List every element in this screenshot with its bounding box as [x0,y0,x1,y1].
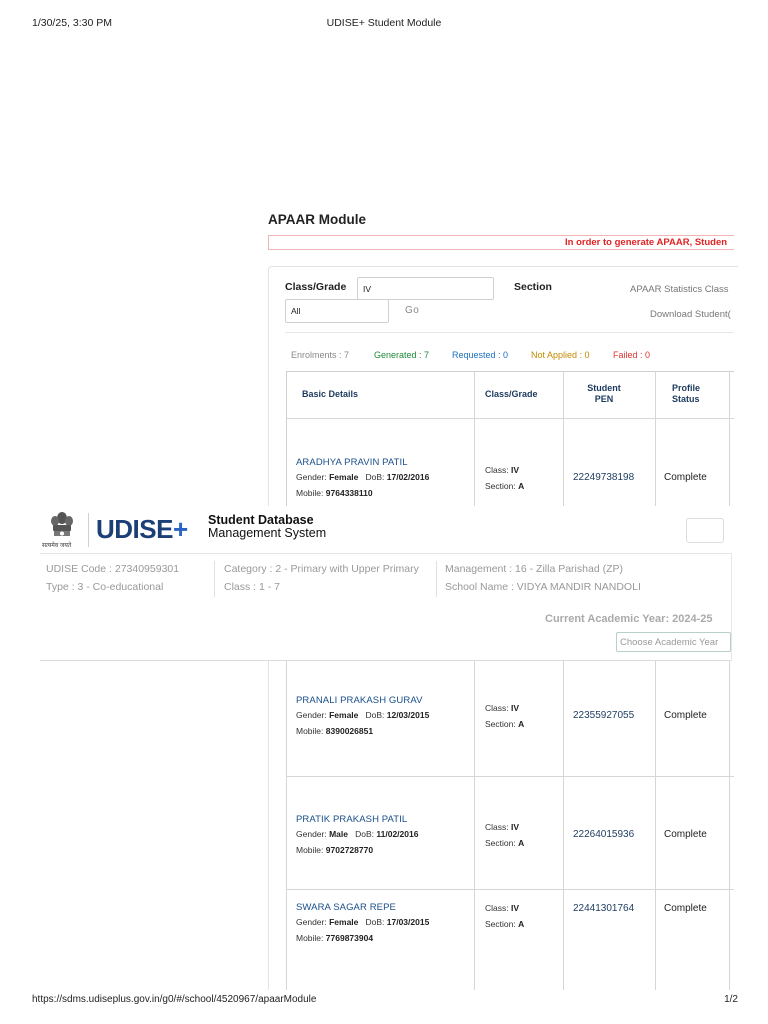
system-title-line2: Management System [208,526,327,540]
table-border-left [286,661,287,990]
emblem-caption: सत्यमेव जयते [42,543,72,549]
gender-label: Gender: [296,472,327,482]
mobile-value: 9702728770 [325,844,374,855]
enrolments-count[interactable]: Enrolments : 7 [291,350,350,360]
section-select[interactable]: All [285,299,389,323]
mobile-label: Mobile: [296,487,324,498]
module-title: APAAR Module [268,212,366,227]
go-button[interactable]: Go [405,305,420,316]
dob-label: DoB: [365,472,385,482]
class-label: Class: [485,465,509,475]
profile-status: Complete [664,829,707,840]
failed-count[interactable]: Failed : 0 [613,350,651,360]
class-value: IV [511,465,520,475]
gender-value: Male [329,829,348,839]
table-col-divider [563,371,564,511]
student-pen: 22355927055 [573,710,635,721]
logo-divider [88,513,89,547]
mobile-value: 7769873904 [325,932,374,943]
student-pen: 22264015936 [573,829,635,840]
school-type: Type : 3 - Co-educational [46,581,164,593]
dob-value: 11/02/2016 [376,829,419,839]
header-basic-details: Basic Details [302,389,359,399]
class-grade-label: Class/Grade [285,281,347,293]
class-section-info [485,701,524,732]
header-student-pen [568,383,640,405]
profile-status: Complete [664,903,707,914]
header-pen-line1: Student [587,383,621,393]
section-label: Section [514,281,552,293]
print-header [32,17,736,31]
student-details [296,827,418,858]
mobile-label: Mobile: [296,844,324,855]
table-border-left [286,371,287,511]
mobile-value: 8390026851 [325,725,374,736]
table-col-divider [655,371,656,511]
print-page-title: UDISE+ Student Module [326,17,442,29]
choose-academic-year-button[interactable]: Choose Academic Year [616,632,731,652]
download-student-link[interactable]: Download Student( [650,309,731,320]
header-profile-line1: Profile [672,383,701,393]
class-section-info [485,463,524,494]
class-label: Class: [485,703,509,713]
student-details [296,915,429,946]
current-academic-year: Current Academic Year: 2024-25 [545,613,713,625]
table-col-divider [729,661,730,990]
student-pen: 22249738198 [573,472,635,483]
table-col-divider [563,661,564,990]
requested-count[interactable]: Requested : 0 [452,350,509,360]
logo-plus-text: + [172,514,188,544]
apaar-statistics-link[interactable]: APAAR Statistics Class [630,284,729,295]
dob-label: DoB: [365,917,385,927]
logo-main-text: UDISE [96,514,173,544]
student-name-link[interactable]: PRANALI PRAKASH GURAV [296,695,423,706]
dob-value: 17/02/2016 [386,472,430,482]
school-class-range: Class : 1 - 7 [224,581,281,593]
gender-label: Gender: [296,917,327,927]
udise-code: UDISE Code : 27340959301 [46,563,180,575]
apaar-notice-banner [268,235,734,250]
school-name: School Name : VIDYA MANDIR NANDOLI [445,581,641,593]
school-management: Management : 16 - Zilla Parishad (ZP) [445,563,623,575]
dob-value: 12/03/2015 [386,710,430,720]
class-value: IV [511,703,520,713]
profile-status: Complete [664,472,707,483]
student-name-link[interactable]: PRATIK PRAKASH PATIL [296,814,408,825]
section-label-cell: Section: [485,918,516,929]
student-details [296,470,429,501]
table-col-divider [729,371,730,511]
mobile-label: Mobile: [296,932,324,943]
print-timestamp: 1/30/25, 3:30 PM [32,17,112,29]
udise-plus-logo[interactable] [96,514,188,545]
header-pen-line2: PEN [594,394,614,404]
table-col-divider [474,371,475,511]
table-row-divider [286,889,734,890]
school-panel-border [731,554,732,661]
section-value: A [518,718,525,729]
table-header-divider [286,418,734,419]
gender-label: Gender: [296,710,327,720]
school-info-divider [436,561,437,597]
notice-text: In order to generate APAAR, Studen [565,237,728,248]
system-title-line1: Student Database [208,513,314,527]
school-info-divider [214,561,215,597]
table-row-divider [286,776,734,777]
filter-divider [285,332,734,333]
header-profile-line2: Status [672,394,700,404]
student-name-link[interactable]: ARADHYA PRAVIN PATIL [296,457,408,468]
generated-count[interactable]: Generated : 7 [374,350,430,360]
gender-value: Female [329,710,359,720]
student-details [296,708,429,739]
gender-label: Gender: [296,829,327,839]
table-col-divider [474,661,475,990]
dob-value: 17/03/2015 [386,917,430,927]
section-label-cell: Section: [485,837,516,848]
mobile-value: 9764338110 [325,487,373,498]
section-label-cell: Section: [485,480,516,491]
class-value: IV [511,822,520,832]
profile-status: Complete [664,710,707,721]
gender-value: Female [329,917,359,927]
section-value: A [518,837,525,848]
not-applied-count[interactable]: Not Applied : 0 [531,350,590,360]
print-url: https://sdms.udiseplus.gov.in/g0/#/school/4520967/apaarModule [32,994,317,1005]
student-pen: 22441301764 [573,903,635,914]
section-value: A [518,480,525,491]
table-col-divider [655,661,656,990]
print-page-number: 1/2 [724,994,738,1005]
header-profile-status [672,383,700,405]
section-label-cell: Section: [485,718,516,729]
menu-toggle-button[interactable] [686,518,724,543]
class-section-info [485,820,524,851]
class-grade-input[interactable]: IV [357,277,494,300]
school-category: Category : 2 - Primary with Upper Primary [224,563,419,575]
dob-label: DoB: [365,710,385,720]
class-section-info [485,901,524,932]
section-value: A [518,918,525,929]
header-class-grade: Class/Grade [485,389,538,399]
table-border-top [286,371,734,372]
class-label: Class: [485,903,509,913]
student-name-link[interactable]: SWARA SAGAR REPE [296,902,396,913]
gender-value: Female [329,472,359,482]
class-label: Class: [485,822,509,832]
mobile-label: Mobile: [296,725,324,736]
dob-label: DoB: [355,829,374,839]
class-value: IV [511,903,520,913]
